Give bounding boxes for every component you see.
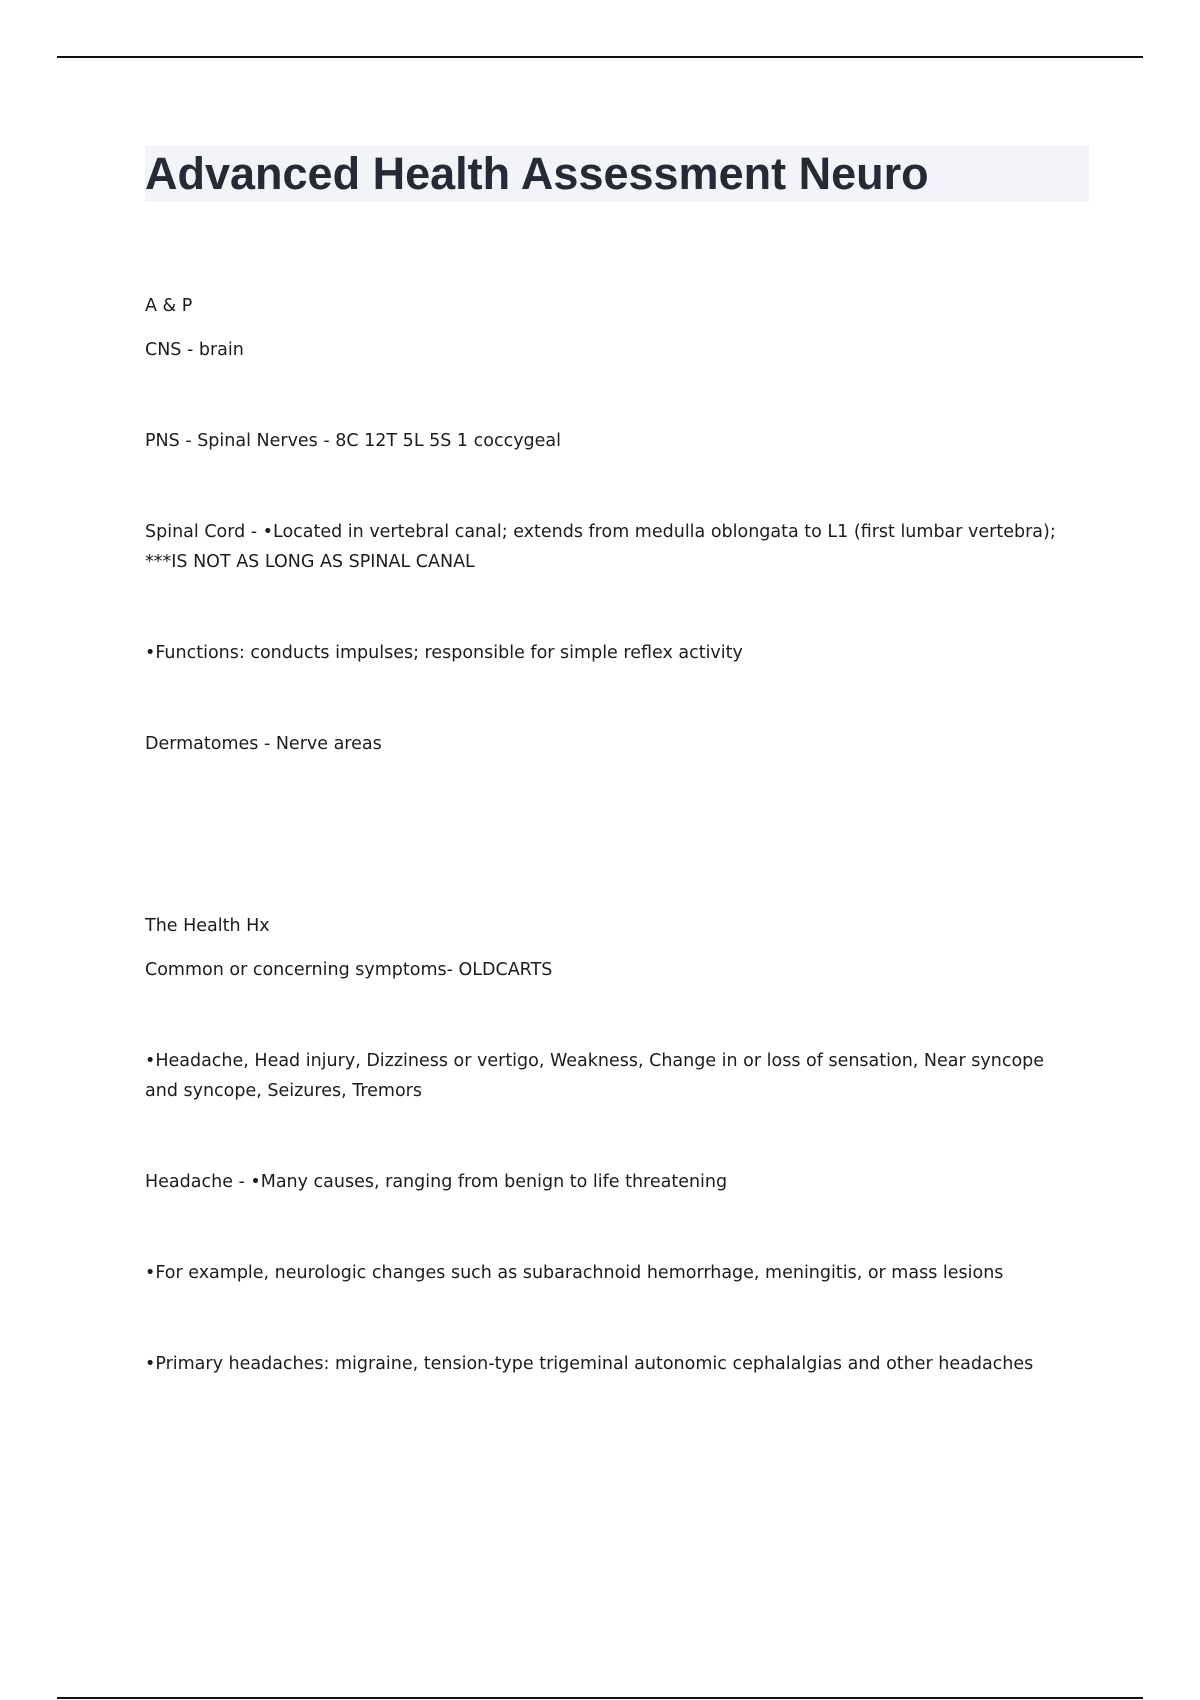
text-line: Common or concerning symptoms- OLDCARTS: [145, 960, 553, 980]
text-line: •Primary headaches: migraine, tension-type trigeminal autonomic cephalalgias and other headaches: [145, 1354, 1034, 1374]
document-title: Advanced Health Assessment Neuro: [145, 148, 929, 199]
text-line: •Functions: conducts impulses; responsible for simple reflex activity: [145, 643, 743, 663]
bottom-divider: [57, 1697, 1143, 1699]
text-line: CNS - brain: [145, 340, 244, 360]
text-line: PNS - Spinal Nerves - 8C 12T 5L 5S 1 coccygeal: [145, 431, 562, 451]
text-line: Headache - •Many causes, ranging from benign to life threatening: [145, 1172, 728, 1192]
text-line: ***IS NOT AS LONG AS SPINAL CANAL: [145, 552, 475, 572]
text-line: •Headache, Head injury, Dizziness or vertigo, Weakness, Change in or loss of sensation, Near syncope: [145, 1051, 1045, 1071]
text-line: and syncope, Seizures, Tremors: [145, 1081, 422, 1101]
text-line: Spinal Cord - •Located in vertebral canal; extends from medulla oblongata to L1 (first lumbar vertebra);: [145, 522, 1056, 542]
section-heading-health-history: The Health Hx: [145, 916, 270, 936]
section-heading-anatomy: A & P: [145, 296, 193, 316]
text-line: •For example, neurologic changes such as subarachnoid hemorrhage, meningitis, or mass lesions: [145, 1263, 1004, 1283]
text-line: Dermatomes - Nerve areas: [145, 734, 382, 754]
top-divider: [57, 56, 1143, 58]
